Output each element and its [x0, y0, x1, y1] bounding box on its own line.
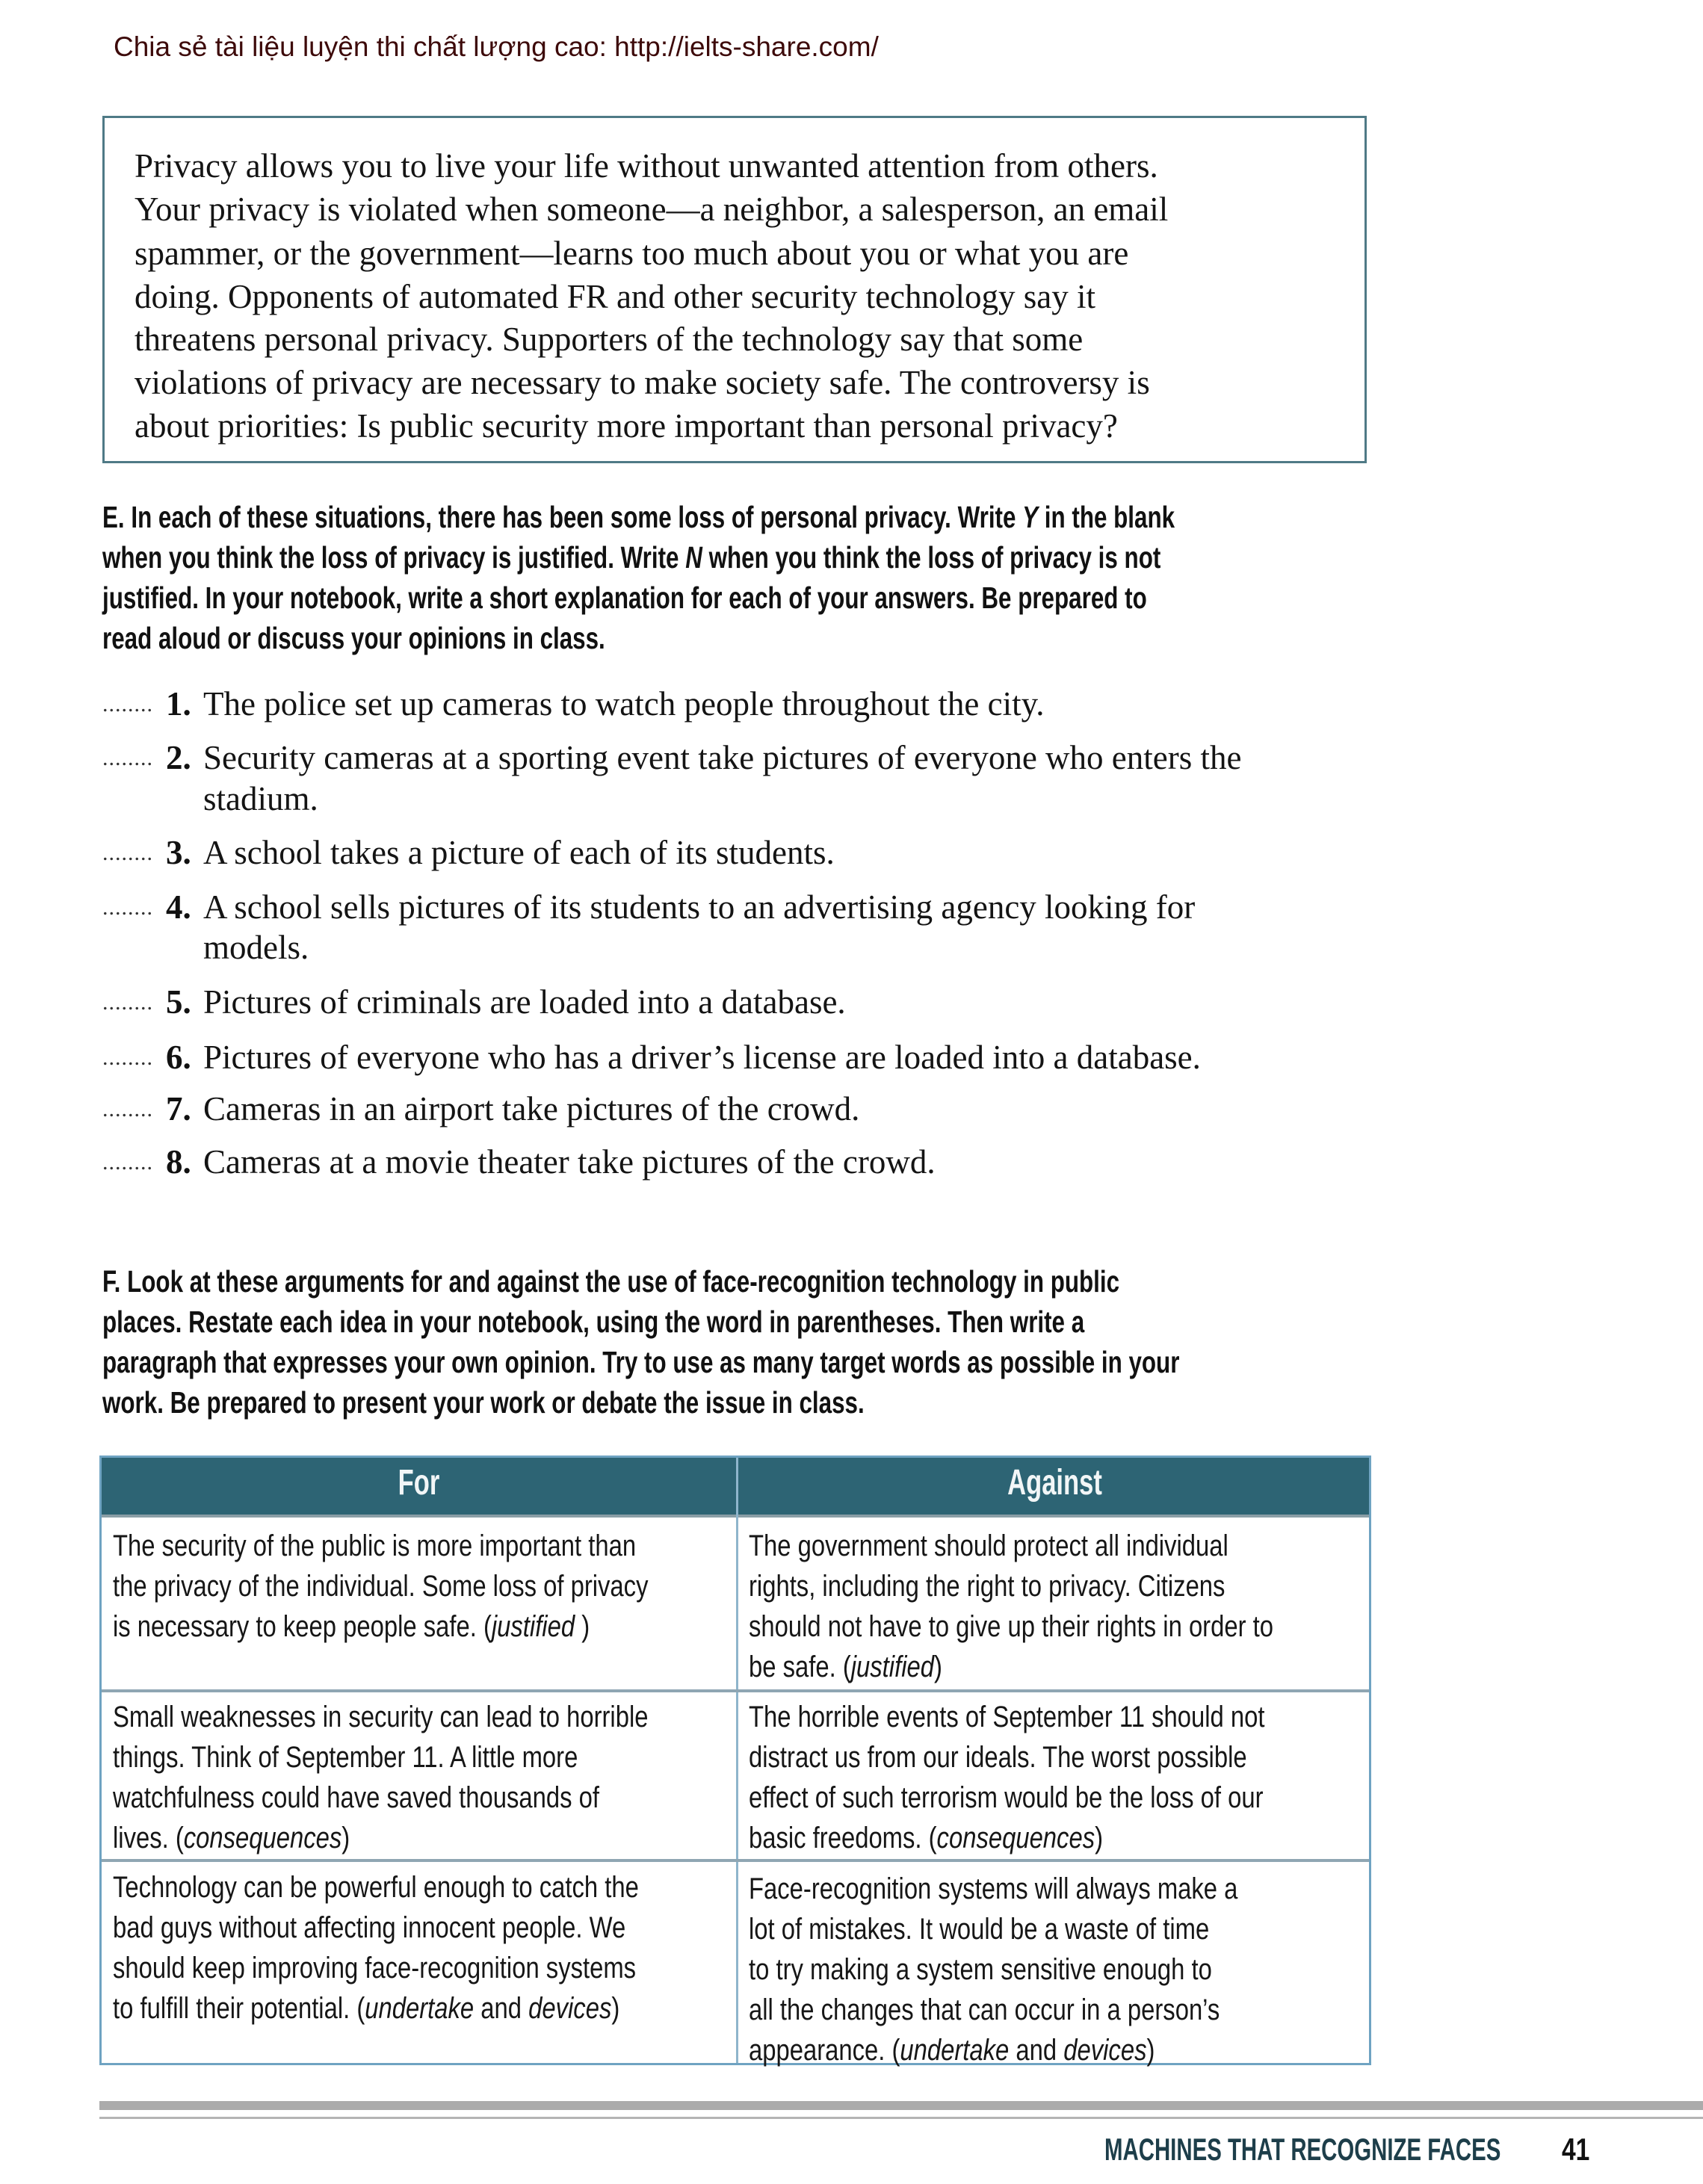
- cell-line: [113, 1953, 636, 1983]
- text-segment: when you think the loss of privacy is not: [702, 540, 1161, 575]
- item-text: Cameras at a movie theater take pictures of the crowd.: [203, 1143, 936, 1181]
- text-segment: and: [1009, 2034, 1064, 2067]
- item-text: Pictures of criminals are loaded into a database.: [203, 983, 846, 1021]
- text-segment: read aloud or discuss your opinions in class.: [102, 621, 605, 655]
- row-divider: [102, 1859, 1369, 1862]
- text-segment: paragraph that expresses your own opinion. Try to use as many target words as possible in your: [102, 1345, 1180, 1379]
- text-segment: to fulfill their potential. (: [113, 1992, 365, 2025]
- cell-line: [113, 1993, 619, 2023]
- item-number: 1.: [166, 685, 191, 723]
- cell-line: [749, 1874, 1237, 1904]
- answer-blank[interactable]: ........: [102, 746, 153, 770]
- text-segment: ): [933, 1651, 942, 1683]
- answer-blank[interactable]: ........: [102, 1150, 153, 1175]
- text-segment: all the changes that can occur in a person’s: [749, 1993, 1220, 2026]
- item-text: models.: [203, 929, 309, 966]
- item-number: 6.: [166, 1039, 191, 1076]
- text-segment: lives. (: [113, 1822, 184, 1854]
- text-segment: ): [575, 1610, 590, 1643]
- item-text: The police set up cameras to watch people throughout the city.: [203, 685, 1045, 723]
- table-header: [102, 1458, 1369, 1518]
- footer-rule-thick: [99, 2101, 1703, 2110]
- item-text: stadium.: [203, 780, 318, 817]
- section-e-instruction-line: [102, 583, 1147, 613]
- italic-term: undertake: [365, 1992, 475, 2025]
- cell-line: [749, 1742, 1247, 1772]
- cell-line: [749, 1914, 1209, 1944]
- text-segment: things. Think of September 11. A little more: [113, 1741, 578, 1774]
- cell-line: [749, 1783, 1264, 1813]
- section-f-instruction-line: [102, 1307, 1084, 1337]
- column-header-against: Against: [1007, 1463, 1102, 1503]
- italic-term: consequences: [936, 1822, 1095, 1854]
- column-header-for: For: [398, 1463, 440, 1503]
- intro-line: violations of privacy are necessary to make society safe. The controversy is: [135, 364, 1150, 401]
- text-segment: rights, including the right to privacy. Citizens: [749, 1570, 1226, 1603]
- text-segment: ): [341, 1822, 350, 1854]
- cell-line: [749, 1823, 1103, 1853]
- cell-line: [749, 1702, 1264, 1732]
- cell-line: [749, 1652, 942, 1682]
- text-segment: is necessary to keep people safe. (: [113, 1610, 492, 1643]
- answer-blank[interactable]: ........: [102, 1045, 153, 1070]
- cell-line: [113, 1783, 599, 1813]
- text-segment: Face-recognition systems will always make a: [749, 1872, 1238, 1905]
- text-segment: places. Restate each idea in your notebook, using the word in parentheses. Then write a: [102, 1305, 1085, 1339]
- footer-chapter-title: MACHINES THAT RECOGNIZE FACES: [1104, 2132, 1501, 2167]
- page-number: 41: [1562, 2132, 1590, 2167]
- text-segment: the privacy of the individual. Some loss of privacy: [113, 1570, 649, 1603]
- intro-line: threatens personal privacy. Supporters of the technology say that some: [135, 321, 1084, 358]
- text-segment: bad guys without affecting innocent people. We: [113, 1911, 626, 1944]
- cell-line: [749, 1571, 1225, 1601]
- text-segment: lot of mistakes. It would be a waste of time: [749, 1913, 1210, 1946]
- answer-blank[interactable]: ........: [102, 692, 153, 717]
- text-segment: F. Look at these arguments for and against the use of face-recognition technology in public: [102, 1264, 1120, 1299]
- intro-line: spammer, or the government—learns too much about you or what you are: [135, 235, 1129, 272]
- answer-blank[interactable]: ........: [102, 990, 153, 1015]
- item-text: A school sells pictures of its students to an advertising agency looking for: [203, 888, 1196, 926]
- item-number: 5.: [166, 983, 191, 1021]
- cell-line: [113, 1531, 636, 1561]
- text-segment: watchfulness could have saved thousands of: [113, 1781, 599, 1814]
- section-f-instruction-line: [102, 1385, 865, 1420]
- text-segment: distract us from our ideals. The worst possible: [749, 1741, 1247, 1774]
- text-segment: to try making a system sensitive enough to: [749, 1953, 1212, 1986]
- item-number: 8.: [166, 1143, 191, 1181]
- text-segment: ): [1095, 1822, 1104, 1854]
- cell-line: [113, 1702, 648, 1732]
- italic-term: justified: [491, 1610, 575, 1643]
- italic-term: N: [685, 540, 702, 575]
- italic-term: devices: [528, 1992, 612, 2025]
- italic-term: undertake: [900, 2034, 1010, 2067]
- intro-line: doing. Opponents of automated FR and other security technology say it: [135, 278, 1096, 315]
- watermark-header: Chia sẻ tài liệu luyện thi chất lượng cao: http://ielts-share.com/: [114, 31, 879, 62]
- cell-line: [749, 1531, 1228, 1561]
- cell-line: [113, 1742, 578, 1772]
- item-number: 7.: [166, 1090, 191, 1127]
- text-segment: should keep improving face-recognition systems: [113, 1952, 637, 1985]
- cell-line: [113, 1571, 648, 1601]
- text-segment: Technology can be powerful enough to catch the: [113, 1871, 639, 1904]
- text-segment: Small weaknesses in security can lead to horrible: [113, 1701, 649, 1733]
- text-segment: The security of the public is more important than: [113, 1529, 637, 1562]
- item-text: A school takes a picture of each of its students.: [203, 834, 835, 871]
- answer-blank[interactable]: ........: [102, 841, 153, 865]
- section-e-instruction-line: [102, 502, 1175, 533]
- section-e-instruction-line: [102, 623, 605, 654]
- text-segment: effect of such terrorism would be the loss of our: [749, 1781, 1264, 1814]
- section-f-instruction-line: [102, 1266, 1119, 1297]
- italic-term: devices: [1063, 2034, 1147, 2067]
- text-segment: The horrible events of September 11 should not: [749, 1701, 1265, 1733]
- intro-privacy-box: [102, 116, 1367, 463]
- intro-line: Your privacy is violated when someone—a neighbor, a salesperson, an email: [135, 191, 1169, 228]
- cell-line: [749, 1995, 1220, 2025]
- cell-line: [749, 2035, 1155, 2065]
- text-segment: basic freedoms. (: [749, 1822, 937, 1854]
- text-segment: when you think the loss of privacy is justified. Write: [102, 540, 686, 575]
- text-segment: and: [474, 1992, 529, 2025]
- item-text: Pictures of everyone who has a driver’s license are loaded into a database.: [203, 1039, 1201, 1076]
- cell-line: [749, 1612, 1273, 1642]
- answer-blank[interactable]: ........: [102, 895, 153, 920]
- item-number: 3.: [166, 834, 191, 871]
- text-segment: in the blank: [1038, 500, 1175, 534]
- cell-line: [113, 1823, 350, 1853]
- text-segment: should not have to give up their rights in order to: [749, 1610, 1273, 1643]
- text-segment: ): [611, 1992, 620, 2025]
- row-divider: [102, 1689, 1369, 1692]
- item-number: 2.: [166, 739, 191, 776]
- column-divider: [736, 1458, 738, 2063]
- section-f-instruction-line: [102, 1347, 1179, 1378]
- cell-line: [113, 1913, 625, 1943]
- text-segment: work. Be prepared to present your work or debate the issue in class.: [102, 1385, 865, 1420]
- text-segment: The government should protect all individual: [749, 1529, 1228, 1562]
- item-text: Security cameras at a sporting event take pictures of everyone who enters the: [203, 739, 1242, 776]
- section-e-instruction-line: [102, 542, 1160, 573]
- cell-line: [113, 1612, 590, 1642]
- text-segment: appearance. (: [749, 2034, 900, 2067]
- cell-line: [113, 1872, 639, 1902]
- intro-line: about priorities: Is public security more important than personal privacy?: [135, 407, 1118, 445]
- text-segment: ): [1146, 2034, 1155, 2067]
- item-number: 4.: [166, 888, 191, 926]
- footer-rule-thin: [99, 2117, 1703, 2119]
- intro-line: Privacy allows you to live your life without unwanted attention from others.: [135, 147, 1158, 185]
- answer-blank[interactable]: ........: [102, 1097, 153, 1122]
- arguments-table: [99, 1456, 1371, 2065]
- italic-term: justified: [850, 1651, 934, 1683]
- italic-term: Y: [1022, 500, 1039, 534]
- item-text: Cameras in an airport take pictures of the crowd.: [203, 1090, 860, 1127]
- cell-line: [749, 1955, 1212, 1985]
- text-segment: justified. In your notebook, write a short explanation for each of your answers. Be prepared to: [102, 581, 1147, 615]
- text-segment: E. In each of these situations, there has been some loss of personal privacy. Write: [102, 500, 1023, 534]
- text-segment: be safe. (: [749, 1651, 851, 1683]
- italic-term: consequences: [183, 1822, 342, 1854]
